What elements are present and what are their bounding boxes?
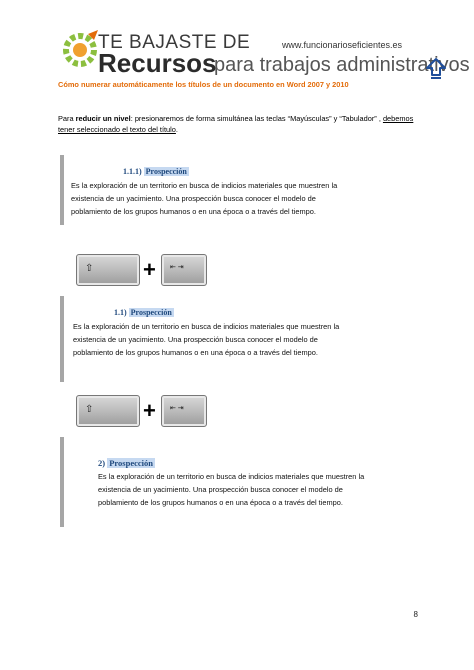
example-bar — [60, 155, 64, 225]
heading-number: 2) — [98, 458, 106, 468]
example-heading — [123, 167, 189, 176]
website-url[interactable]: www.funcionarioseficientes.es — [281, 40, 402, 50]
paragraph-line: poblamiento de los grupos humanos o en una época o a través del tiempo. — [98, 498, 343, 507]
intro-suffix: . — [175, 125, 178, 134]
tab-icon: ⇤ ⇥ — [170, 264, 184, 271]
logo-line-3: para trabajos administrativos — [214, 54, 470, 76]
paragraph-line: Es la exploración de un territorio en busca de indicios materiales que muestren la — [73, 322, 340, 331]
intro-paragraph — [58, 113, 418, 135]
example-bar — [60, 437, 64, 527]
shift-icon: ⇧ — [85, 404, 94, 415]
plus-sign: + — [143, 398, 156, 423]
site-logo — [58, 28, 470, 78]
paragraph-line: poblamiento de los grupos humanos o en una época o a través del tiempo. — [73, 348, 318, 357]
tab-key — [161, 395, 207, 427]
heading-text: Prospección — [130, 308, 172, 317]
paragraph-line: existencia de un yacimiento. Una prospección busca conocer el modelo de — [71, 194, 316, 203]
paragraph-line: poblamiento de los grupos humanos o en una época o a través del tiempo. — [71, 207, 316, 216]
heading-number: 1.1) — [114, 308, 127, 317]
heading-text: Prospección — [109, 458, 153, 468]
paragraph-line: existencia de un yacimiento. Una prospección busca conocer el modelo de — [73, 335, 318, 344]
document-title: Cómo numerar automáticamente los títulos de un documento en Word 2007 y 2010 — [58, 80, 349, 89]
up-arrow-icon[interactable] — [424, 56, 448, 80]
example-heading — [98, 458, 155, 468]
tab-icon: ⇤ ⇥ — [170, 405, 184, 412]
intro-prefix: Para — [58, 114, 76, 123]
shortcut-keys — [76, 254, 216, 284]
example-heading — [114, 308, 174, 317]
intro-underlined: debemos tener seleccionado el texto del título — [58, 114, 414, 134]
paragraph-line: existencia de un yacimiento. Una prospección busca conocer el modelo de — [98, 485, 343, 494]
logo-line-2: Recursos — [98, 48, 217, 78]
example-bar — [60, 296, 64, 382]
example-paragraph — [73, 320, 403, 359]
paragraph-line: Es la exploración de un territorio en busca de indicios materiales que muestren la — [71, 181, 338, 190]
heading-number: 1.1.1) — [123, 167, 142, 176]
shortcut-keys — [76, 395, 216, 425]
intro-middle: : presionaremos de forma simultánea las teclas “Mayúsculas” y “Tabulador” , — [130, 114, 383, 123]
shift-key — [76, 395, 140, 427]
shift-icon: ⇧ — [85, 263, 94, 274]
example-paragraph — [71, 179, 401, 218]
heading-text: Prospección — [145, 167, 187, 176]
tab-key — [161, 254, 207, 286]
example-paragraph — [98, 470, 428, 509]
paragraph-line: Es la exploración de un territorio en busca de indicios materiales que muestren la — [98, 472, 365, 481]
gear-logo-icon — [58, 28, 102, 72]
shift-key — [76, 254, 140, 286]
plus-sign: + — [143, 257, 156, 282]
logo-line-1: TE BAJASTE DE — [98, 32, 251, 53]
intro-bold: reducir un nivel — [75, 114, 131, 123]
page-number: 8 — [413, 610, 418, 619]
